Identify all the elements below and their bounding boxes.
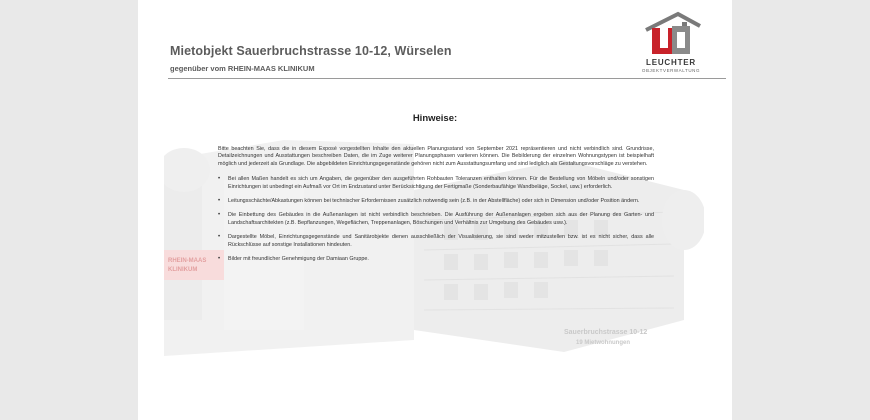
section-heading: Hinweise: <box>412 113 458 124</box>
page-title: Mietobjekt Sauerbruchstrasse 10-12, Würselen <box>170 44 452 58</box>
logo-wordmark: LEUCHTER <box>646 58 696 67</box>
hospital-sign-line2: KLINIKUM <box>168 267 198 273</box>
notes-content <box>218 146 654 270</box>
document-page <box>138 0 732 420</box>
list-item: • Bei allen Maßen handelt es sich um Angaben, die gegenüber den ausgeführten Rohbauten Toleranzen enthalten können. Für die Bestellung von Möbeln und/oder sonstigen Einrichtungen ist unbedingt ein Aufmaß vor Ort im Endzustand unter Berücksichtigung der Fertigmaße (Sonderbaufähige Wandbeläge, Sockel, usw.) erforderlich. <box>218 176 654 191</box>
intro-paragraph: Bitte beachten Sie, dass die in diesem Exposé vorgestellten Inhalte den aktuellen Planungsstand von September 2021 repräsentieren und nicht verbindlich sind. Grundrisse, Detailzeichnungen und Ausstattungen beschreiben Daten, die im Zuge weiterer Planungsphasen variieren können. Die Bebilderung der einzelnen Wohnungstypen ist beispielhaft möglich und jederzeit als Grundlage. Die abgebildeten Einrichtungsgegenstände gehören nicht zum Ausstattungsumfang und sind lediglich als Gestaltungsvorschläge zu verstehen. <box>218 146 654 167</box>
rendering-caption-line2: 19 Mietwohnungen <box>576 340 630 346</box>
company-logo <box>638 10 708 76</box>
list-item: • Dargestellte Möbel, Einrichtungsgegenstände und Sanitärobjekte dienen ausschließlich der Visualisierung, sie sind weder mitzustellen bzw. ist es nicht sicher, dass alle Rückschlüsse auf sonstige Installationen hindeuten. <box>218 234 654 249</box>
list-item: • Bilder mit freundlicher Genehmigung der Damiaan Gruppe. <box>218 256 654 263</box>
header-divider <box>168 78 726 79</box>
logo-tagline: OBJEKTVERWALTUNG <box>641 68 701 73</box>
hospital-sign <box>164 250 224 280</box>
house-roof-logo-icon <box>638 10 704 58</box>
rendering-caption-line1: Sauerbruchstrasse 10-12 <box>564 329 648 336</box>
notes-list <box>218 176 654 263</box>
hospital-sign-line1: RHEIN-MAAS <box>168 258 207 264</box>
page-subtitle: gegenüber vom RHEIN-MAAS KLINIKUM <box>170 64 315 73</box>
list-item: • Die Einbettung des Gebäudes in die Außenanlagen ist nicht verbindlich beschrieben. Die Ausführung der Außenanlagen ergeben sich aus der Planung des Garten- und Landschaftsarchitekten (z.B. Bepflanzungen, Wegeflächen, Treppenanlagen, Böschungen und Verhältnis zur Umgebung des Gebäudes usw.). <box>218 212 654 227</box>
list-item: • Leitungsschächte/Abkastungen können bei technischer Erfordernissen zusätzlich notwendig sein (z.B. in der Abstellfläche) oder sich in Dimension und/oder Position ändern. <box>218 198 654 205</box>
